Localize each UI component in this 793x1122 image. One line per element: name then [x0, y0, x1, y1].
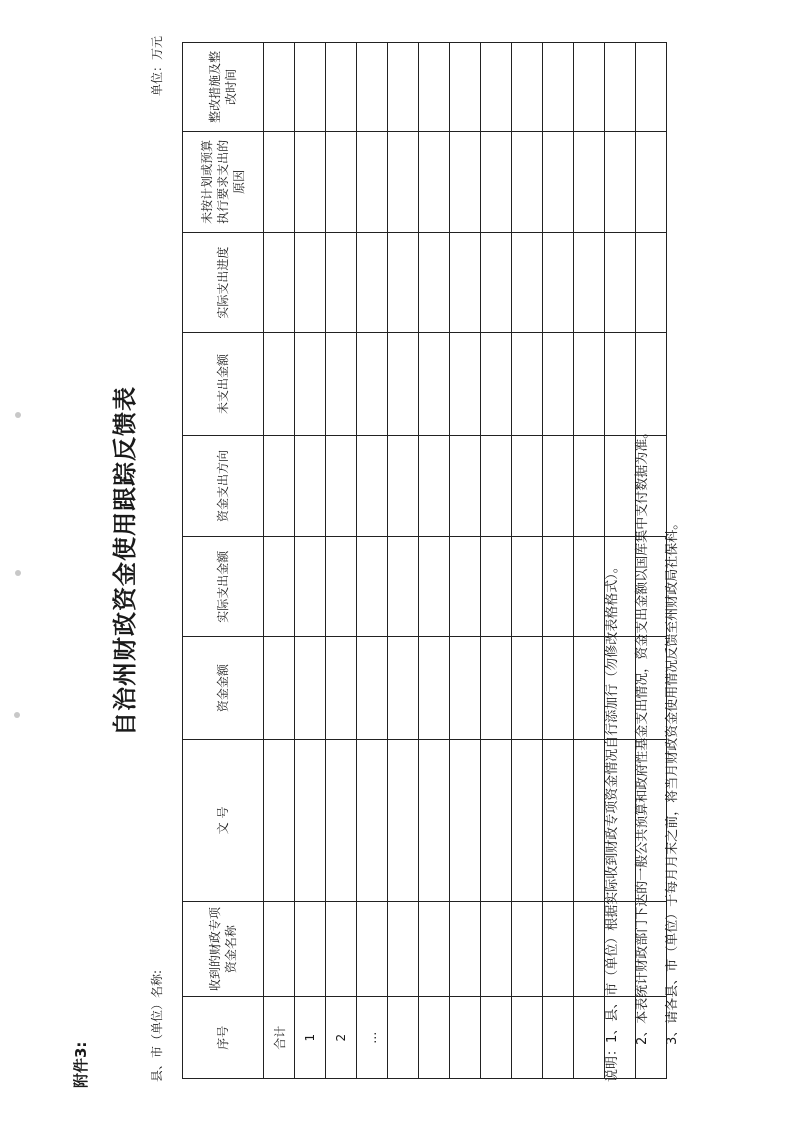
table-cell [450, 435, 481, 536]
table-cell [388, 637, 419, 740]
note-2: 2、本表统计财政部门下达的一般公共预算和政府性基金支出情况，资金支出金额以国库集中支付数据为准。 [635, 425, 650, 1045]
table-cell [295, 637, 326, 740]
table-cell [481, 901, 512, 997]
table-cell [543, 43, 574, 132]
table-cell [326, 43, 357, 132]
table-cell [481, 637, 512, 740]
table-row [543, 43, 574, 1079]
table-cell [419, 739, 450, 901]
table-cell [419, 537, 450, 637]
column-header: 序号 [183, 997, 264, 1079]
table-cell [326, 901, 357, 997]
table-cell [419, 333, 450, 436]
table-header-row [183, 43, 264, 1079]
table-cell [481, 233, 512, 333]
table-cell [388, 131, 419, 232]
table-cell [295, 131, 326, 232]
row-label-cell: 合计 [264, 997, 295, 1079]
table-cell [295, 435, 326, 536]
table-cell [357, 739, 388, 901]
table-cell [388, 43, 419, 132]
table-cell [543, 739, 574, 901]
table-cell [419, 435, 450, 536]
table-cell [450, 131, 481, 232]
table-cell [264, 637, 295, 740]
column-header: 收到的财政专项资金名称 [183, 901, 264, 997]
row-label-cell: … [357, 997, 388, 1079]
table-row [512, 43, 543, 1079]
table-row [481, 43, 512, 1079]
row-label-cell [481, 997, 512, 1079]
table-cell [326, 537, 357, 637]
table-cell [543, 131, 574, 232]
table-cell [512, 43, 543, 132]
column-header: 整改措施及整改时间 [183, 43, 264, 132]
column-header: 资金金额 [183, 637, 264, 740]
table-row [357, 43, 388, 1079]
row-label-cell: 2 [326, 997, 357, 1079]
table-cell [543, 537, 574, 637]
table-cell [543, 435, 574, 536]
table-cell [388, 537, 419, 637]
table-cell [295, 739, 326, 901]
table-cell [264, 435, 295, 536]
table-row [388, 43, 419, 1079]
table-cell [450, 537, 481, 637]
column-header: 未支出金额 [183, 333, 264, 436]
table-cell [419, 43, 450, 132]
table-cell [357, 435, 388, 536]
table-cell [512, 435, 543, 536]
row-label-cell: 1 [295, 997, 326, 1079]
table-cell [419, 637, 450, 740]
table-cell [264, 43, 295, 132]
table-cell [481, 131, 512, 232]
table-cell [295, 333, 326, 436]
row-label-cell [388, 997, 419, 1079]
note-1: 说明：1、县、市（单位）根据实际收到财政专项资金情况自行添加行（勿修改表格格式）。 [605, 560, 620, 1082]
table-cell [326, 435, 357, 536]
table-row [419, 43, 450, 1079]
row-label-cell [543, 997, 574, 1079]
table-cell [295, 233, 326, 333]
table-cell [264, 537, 295, 637]
table-cell [481, 333, 512, 436]
table-cell [543, 333, 574, 436]
table-cell [481, 537, 512, 637]
table-cell [357, 131, 388, 232]
table-cell [264, 739, 295, 901]
table-cell [450, 233, 481, 333]
row-label-cell [419, 997, 450, 1079]
table-cell [388, 739, 419, 901]
table-cell [450, 901, 481, 997]
attachment-label: 附件3: [72, 1041, 90, 1088]
table-cell [388, 333, 419, 436]
column-header: 文 号 [183, 739, 264, 901]
column-header: 未按计划或预算执行要求支出的原因 [183, 131, 264, 232]
table-cell [450, 637, 481, 740]
table-cell [419, 233, 450, 333]
feedback-table [182, 42, 667, 1079]
table-cell [326, 333, 357, 436]
table-cell [481, 43, 512, 132]
table-cell [357, 43, 388, 132]
table-cell [543, 233, 574, 333]
table-row [326, 43, 357, 1079]
table-cell [543, 901, 574, 997]
row-label-cell [512, 997, 543, 1079]
table-cell [450, 43, 481, 132]
table-cell [357, 537, 388, 637]
row-label-cell [450, 997, 481, 1079]
column-header: 实际支出进度 [183, 233, 264, 333]
table-row [264, 43, 295, 1079]
table-cell [512, 739, 543, 901]
table-cell [295, 43, 326, 132]
table-cell [357, 333, 388, 436]
table-cell [357, 901, 388, 997]
table-cell [450, 333, 481, 436]
unit-label: 单位：万元 [150, 36, 164, 97]
table-cell [326, 637, 357, 740]
page-title: 自治州财政资金使用跟踪反馈表 [111, 386, 139, 736]
table-cell [264, 233, 295, 333]
table-cell [388, 233, 419, 333]
table-cell [388, 435, 419, 536]
table-cell [512, 131, 543, 232]
table-cell [512, 233, 543, 333]
table-cell [357, 233, 388, 333]
table-row [295, 43, 326, 1079]
table-cell [295, 537, 326, 637]
note-3: 3、请各县、市（单位）于每月月末之前，将当月财政资金使用情况反馈至州财政局社保科。 [665, 516, 680, 1045]
notes-section [598, 32, 688, 1082]
table-cell [512, 333, 543, 436]
table-cell [264, 901, 295, 997]
table-cell [450, 739, 481, 901]
county-name-label: 县、市（单位）名称: [150, 969, 164, 1082]
table-cell [481, 739, 512, 901]
column-header: 资金支出方向 [183, 435, 264, 536]
table-cell [512, 637, 543, 740]
table-cell [295, 901, 326, 997]
table-cell [264, 333, 295, 436]
table-cell [357, 637, 388, 740]
column-header: 实际支出金额 [183, 537, 264, 637]
table-cell [512, 537, 543, 637]
table-cell [419, 901, 450, 997]
table-cell [419, 131, 450, 232]
table-cell [264, 131, 295, 232]
table-cell [326, 131, 357, 232]
table-row [450, 43, 481, 1079]
table-cell [326, 233, 357, 333]
table-cell [481, 435, 512, 536]
table-cell [326, 739, 357, 901]
table-cell [388, 901, 419, 997]
table-cell [543, 637, 574, 740]
table-cell [512, 901, 543, 997]
